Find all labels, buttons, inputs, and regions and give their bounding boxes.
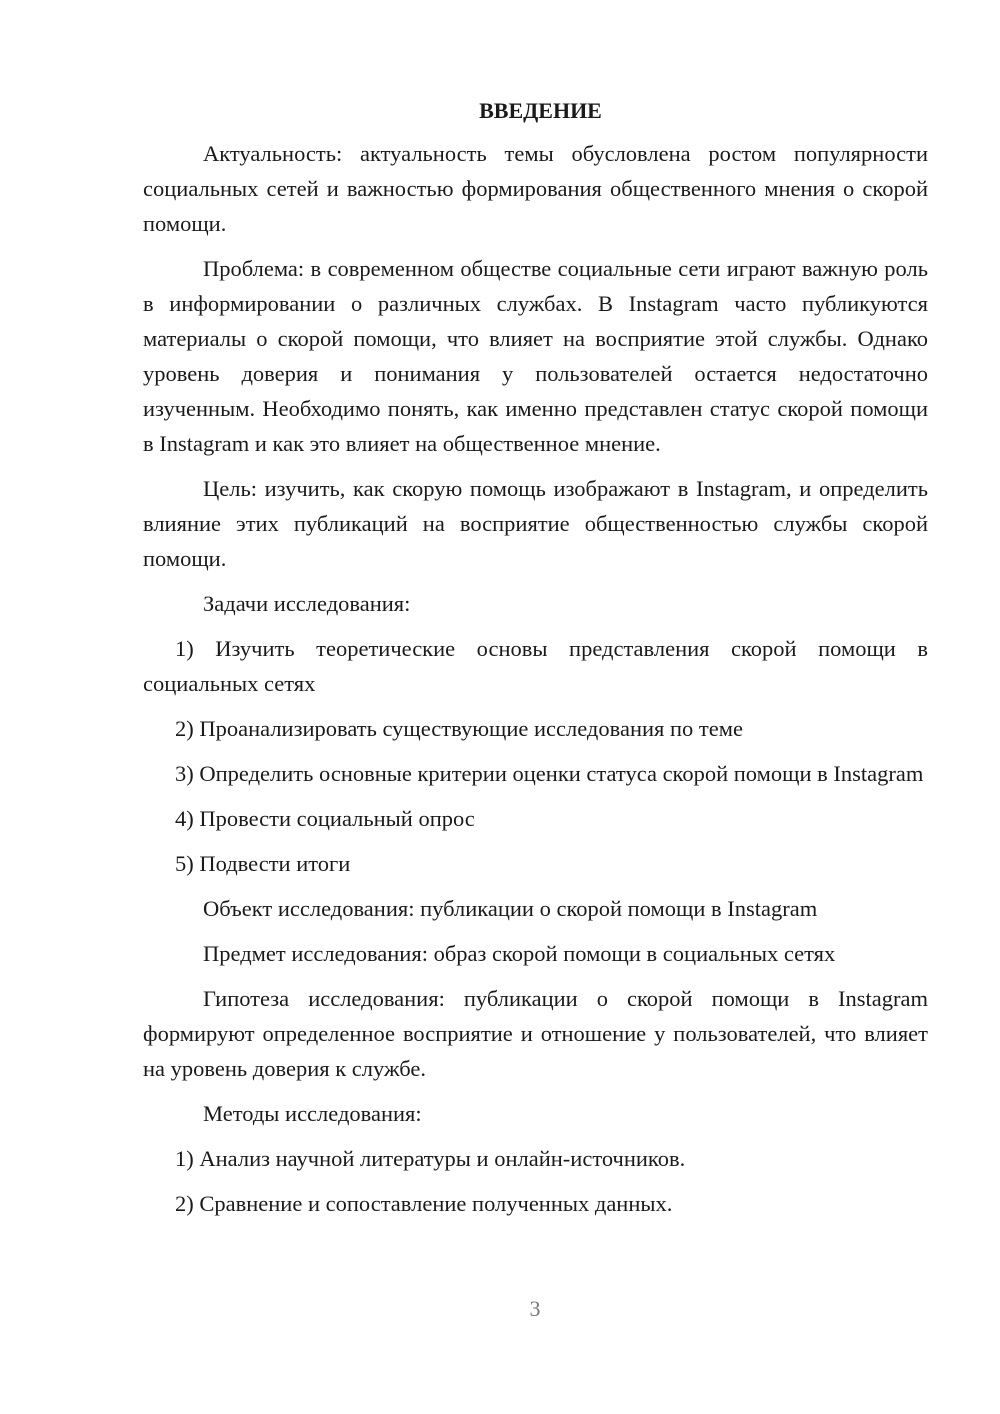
task-item-2: 2) Проанализировать существующие исследования по теме: [175, 716, 743, 741]
task-item-5: 5) Подвести итоги: [175, 851, 351, 876]
subject-paragraph: Предмет исследования: образ скорой помощи в социальных сетях: [203, 941, 836, 966]
object-paragraph: Объект исследования: публикации о скорой помощи в Instagram: [203, 896, 818, 921]
problem-paragraph: Проблема: в современном обществе социальные сети играют важную роль в информировании о различных службах. В Instagram часто публикуются материалы о скорой помощи, что влияет на восприятие этой службы. Однако уровень доверия и понимания у пользователей остается недостаточно изученным. Необходимо понять, как именно представлен статус скорой помощи в Instagram и как это влияет на общественное мнение.: [143, 256, 928, 456]
goal-paragraph: Цель: изучить, как скорую помощь изображают в Instagram, и определить влияние этих публикаций на восприятие общественностью службы скорой помощи.: [143, 476, 928, 571]
task-item-4: 4) Провести социальный опрос: [175, 806, 475, 831]
relevance-paragraph: Актуальность: актуальность темы обусловлена ростом популярности социальных сетей и важностью формирования общественного мнения о скорой помощи.: [143, 141, 928, 236]
method-item-1: 1) Анализ научной литературы и онлайн-источников.: [175, 1146, 686, 1171]
task-item-3: 3) Определить основные критерии оценки статуса скорой помощи в Instagram: [175, 761, 924, 786]
methods-heading: Методы исследования:: [203, 1101, 422, 1126]
method-item-2: 2) Сравнение и сопоставление полученных данных.: [175, 1191, 673, 1216]
task-item-1: 1) Изучить теоретические основы представления скорой помощи в социальных сетях: [143, 636, 928, 696]
section-title: ВВЕДЕНИЕ: [479, 98, 602, 123]
page-number: 3: [529, 1296, 541, 1321]
hypothesis-paragraph: Гипотеза исследования: публикации о скорой помощи в Instagram формируют определенное восприятие и отношение у пользователей, что влияет на уровень доверия к службе.: [143, 986, 928, 1081]
tasks-heading: Задачи исследования:: [203, 591, 411, 616]
